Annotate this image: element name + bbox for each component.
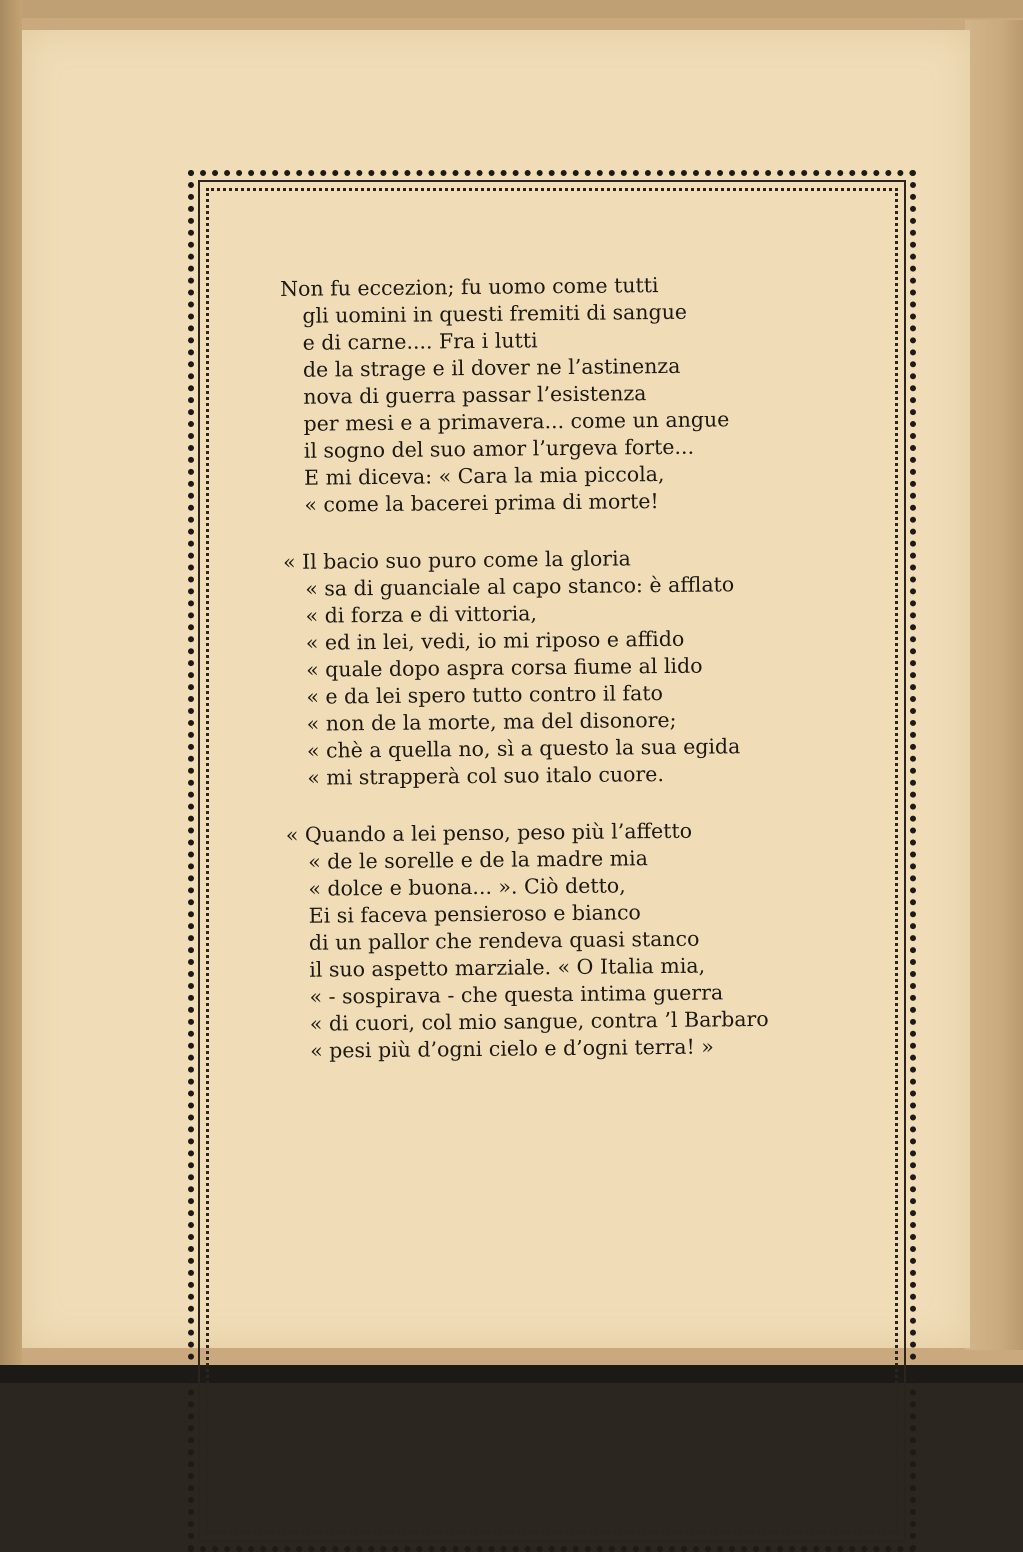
verse-line: « di cuori, col mio sangue, contra ’l Barbaro: [309, 1006, 769, 1036]
verse-line: di un pallor che rendeva quasi stanco: [308, 926, 700, 955]
verse-line: « non de la morte, ma del disonore;: [306, 707, 677, 736]
verse-line: E mi diceva: « Cara la mia piccola,: [303, 461, 665, 490]
verse-line: « - sospirava - che questa intima guerra: [309, 980, 724, 1009]
verse-line: il sogno del suo amor l’urgeva forte...: [303, 434, 695, 463]
stanza-2: [283, 543, 846, 792]
verse-line: Non fu eccezion; fu uomo come tutti: [280, 273, 659, 301]
left-binding-edge: [0, 0, 22, 1365]
verse-line: « quale dopo aspra corsa fiume al lido: [305, 653, 703, 682]
poem-text: [280, 270, 848, 1065]
verse-line: « Quando a lei penso, peso più l’affetto: [285, 818, 693, 847]
verse-line: « e da lei spero tutto contro il fato: [306, 681, 663, 709]
verse-line: « dolce e buona... ». Ciò detto,: [308, 873, 626, 901]
verse-line: « de le sorelle e de la madre mia: [308, 846, 649, 874]
verse-line: « chè a quella no, sì a questo la sua egida: [306, 734, 741, 763]
verse-line: « Il bacio suo puro come la gloria: [282, 546, 631, 574]
verse-line: « come la bacerei prima di morte!: [304, 489, 659, 517]
verse-line: nova di guerra passar l’esistenza: [303, 381, 647, 409]
top-edge: [0, 0, 1023, 18]
verse-line: Ei si faceva pensieroso e bianco: [308, 900, 641, 928]
stanza-3: [286, 816, 849, 1065]
verse-line: gli uomini in questi fremiti di sangue: [302, 299, 688, 328]
verse-line: de la strage e il dover ne l’astinenza: [302, 353, 681, 382]
verse-line: « di forza e di vittoria,: [305, 601, 538, 628]
verse-line: « ed in lei, vedi, io mi riposo e affido: [305, 626, 685, 655]
verse-line: « mi strapperà col suo italo cuore.: [307, 762, 665, 790]
verse-line: « pesi più d’ogni cielo e d’ogni terra! »: [309, 1034, 715, 1063]
verse-line: il suo aspetto marziale. « O Italia mia,: [309, 953, 706, 982]
verse-line: e di carne.... Fra i lutti: [302, 328, 538, 355]
right-page-edge: [965, 20, 1023, 1350]
stanza-1: [280, 270, 843, 519]
verse-line: per mesi e a primavera... come un angue: [303, 407, 730, 436]
verse-line: « sa di guanciale al capo stanco: è afflato: [305, 572, 735, 601]
